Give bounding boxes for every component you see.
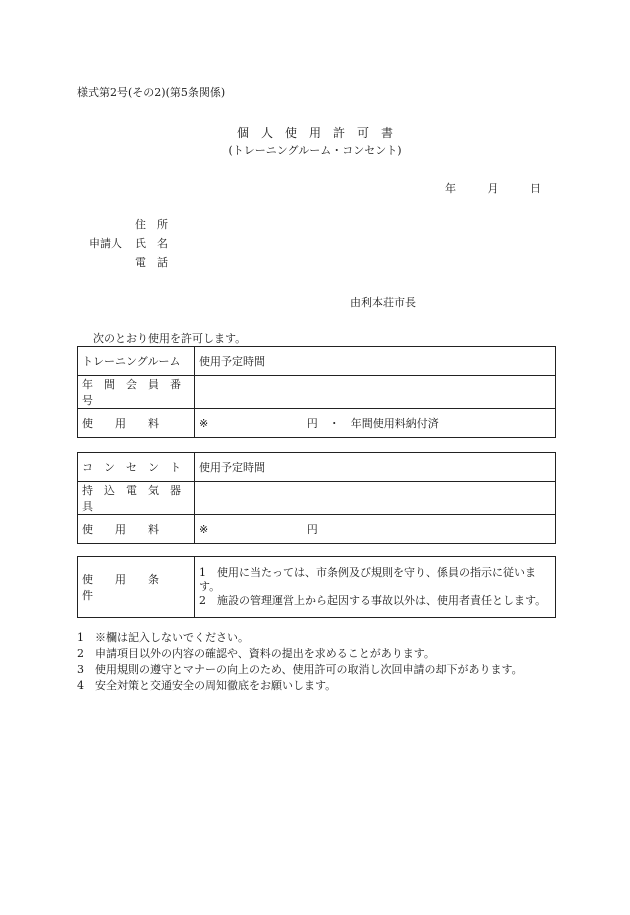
- table-row: [78, 557, 556, 618]
- outlet-table: [77, 452, 556, 544]
- training-room-label: トレーニングルーム: [78, 347, 195, 376]
- condition-2: 2 施設の管理運営上から起因する事故以外は、使用者責任とします。: [199, 594, 547, 607]
- notes-list: [77, 630, 557, 694]
- member-number-label: 年 間 会 員 番 号: [78, 376, 195, 409]
- document-title: 個 人 使 用 許 可 書: [236, 126, 393, 140]
- table-row: [78, 482, 556, 515]
- table-row: [78, 515, 556, 544]
- outlet-fee-label: 使 用 料: [78, 515, 195, 544]
- conditions-label: 使 用 条 件: [78, 557, 195, 618]
- mayor-title: 由利本荘市長: [350, 296, 416, 309]
- fee-yen-text: 円: [306, 523, 318, 536]
- training-table: [77, 346, 556, 438]
- fee-mark: ※: [199, 523, 209, 536]
- device-label: 持 込 電 気 器 具: [78, 482, 195, 515]
- date-month: 月: [487, 182, 499, 195]
- note-item: 2 申請項目以外の内容の確認や、資料の提出を求めることがあります。: [77, 647, 435, 660]
- note-item: 3 使用規則の遵守とマナーの向上のため、使用許可の取消し次回申請の却下があります。: [77, 663, 523, 676]
- outlet-schedule-field[interactable]: 使用予定時間: [195, 453, 556, 482]
- condition-1: 1 使用に当たっては、市条例及び規則を守り、係員の指示に従います。: [199, 566, 536, 593]
- phone-label: 電 話: [135, 256, 168, 269]
- name-label: 氏 名: [135, 237, 168, 250]
- applicant-label: 申請人: [89, 237, 122, 250]
- device-field[interactable]: [195, 482, 556, 515]
- table-row: [78, 409, 556, 438]
- intro-text: 次のとおり使用を許可します。: [93, 332, 247, 345]
- note-item: 1 ※欄は記入しないでください。: [77, 631, 249, 644]
- conditions-table: [77, 556, 556, 618]
- note-item: 4 安全対策と交通安全の周知徹底をお願いします。: [77, 679, 337, 692]
- document-subtitle: (トレーニングルーム・コンセント): [228, 144, 402, 157]
- training-fee-field[interactable]: [195, 409, 556, 438]
- table-row: [78, 376, 556, 409]
- form-number: 様式第2号(その2)(第5条関係): [77, 86, 226, 99]
- date-day: 日: [530, 182, 541, 195]
- member-number-field[interactable]: [195, 376, 556, 409]
- fee-mark: ※: [199, 417, 209, 430]
- conditions-text: [195, 557, 556, 618]
- training-schedule-field[interactable]: 使用予定時間: [195, 347, 556, 376]
- training-fee-label: 使 用 料: [78, 409, 195, 438]
- date-line: [445, 180, 541, 196]
- table-row: [78, 347, 556, 376]
- table-row: [78, 453, 556, 482]
- outlet-fee-field[interactable]: [195, 515, 556, 544]
- fee-yen-text: 円 ・ 年間使用料納付済: [306, 417, 439, 430]
- outlet-label: コ ン セ ン ト: [78, 453, 195, 482]
- date-year: 年: [445, 182, 456, 195]
- address-label: 住 所: [135, 218, 168, 231]
